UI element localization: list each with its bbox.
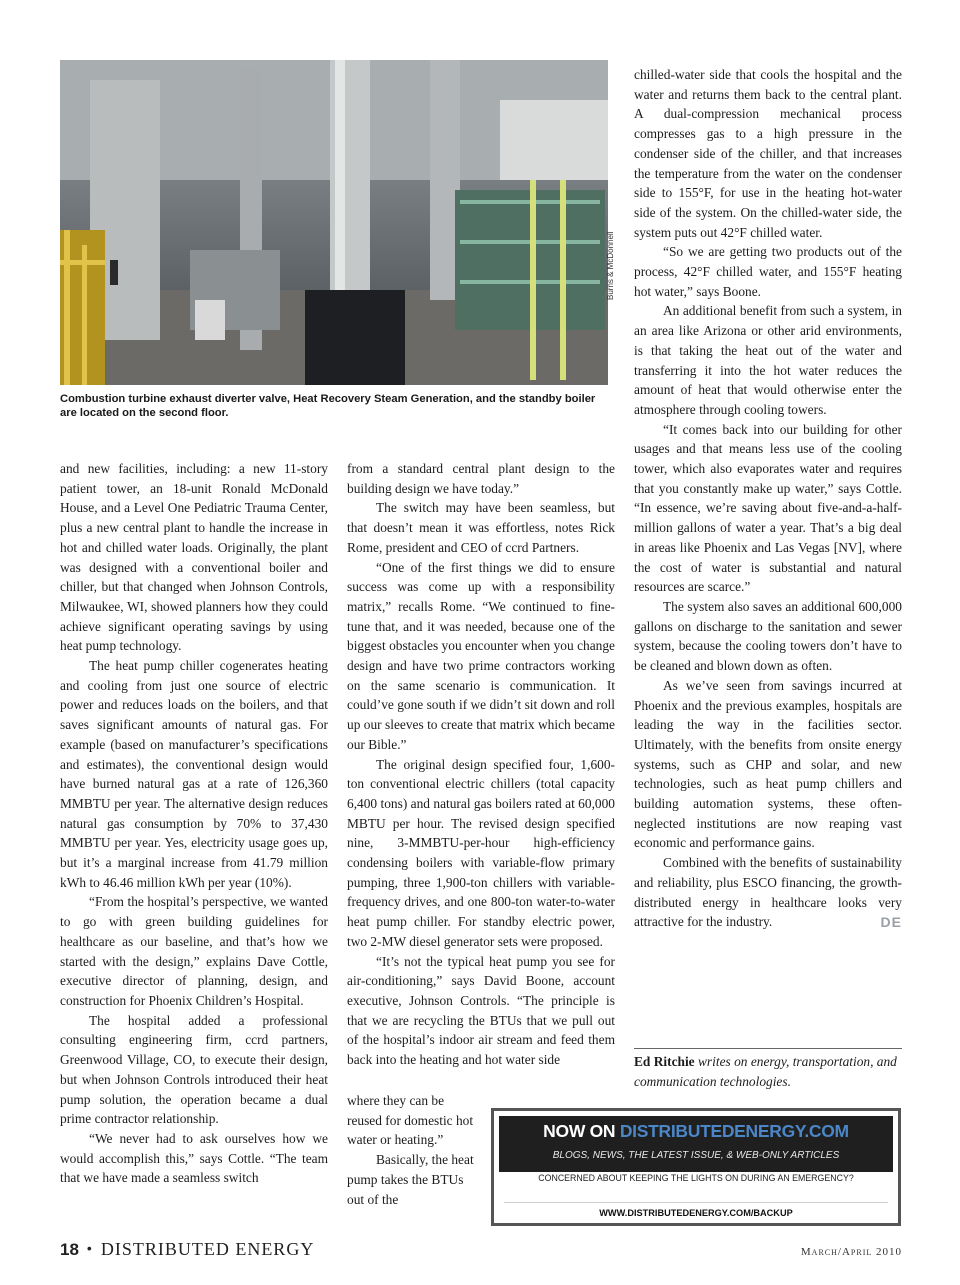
article-column-1 — [60, 459, 328, 1188]
paragraph: As we’ve seen from savings incurred at Phoenix and the previous examples, hospitals are leading the way in the facilities sector. Ultimately, with the benefits from onsite energy systems, such as CHP and solar, and new technologies, such as heat pump chillers and building automation systems, these often-neglected institutions are now reaping vast economic and performance gains. — [634, 677, 902, 851]
promo-subtitle: BLOGS, NEWS, THE LATEST ISSUE, & WEB-ONLY ARTICLES — [552, 1150, 840, 1161]
web-promo-box[interactable] — [491, 1108, 901, 1226]
end-mark: DE — [880, 914, 902, 931]
promo-url-link[interactable]: WWW.DISTRIBUTEDENERGY.COM/BACKUP — [599, 1208, 793, 1218]
article-column-3 — [634, 65, 902, 933]
plant-photo-illustration — [60, 60, 608, 385]
paragraph: chilled-water side that cools the hospital and the water and returns them back to the central plant. A dual-compression mechanical process compresses gas to a high pressure in the condenser side of the chiller, and that increases the temperature from the water on the condenser side to 155°F, for use in the heating hot-water side of the system. On the chilled-water side, the system puts out 42°F chilled water. — [634, 67, 902, 240]
paragraph: from a standard central plant design to the building design we have today.” — [347, 461, 615, 496]
paragraph: The switch may have been seamless, but that doesn’t mean it was effortless, notes Rick Rome, president and CEO of ccrd Partners. — [347, 500, 615, 555]
footer-bullet: • — [86, 1240, 93, 1256]
paragraph: “It comes back into our building for other usages and that means less use of the cooling tower, which also evaporates water and requires that you constantly make up water,” says Cottle. “In essence, we’re saving about five-and-a-half-million gallons of water a year. That’s a big deal in areas like Phoenix and Las Vegas [NV], where the cost of water is substantial and natural resources are scarce.” — [634, 421, 902, 595]
paragraph: “It’s not the typical heat pump you see for air-conditioning,” says David Boone, account executive, Johnson Controls. “The principle is that we are recycling the BTUs that we pull out of the hospital’s indoor air stream and feed them back into the heating and hot water side — [347, 953, 615, 1068]
paragraph: The original design specified four, 1,600-ton conventional electric chillers (total capacity 6,400 tons) and natural gas boilers rated at 60,000 MBTU per hour. The revised design specified nine, 3-MMBTU-per-hour high-efficiency condensing boilers with variable-flow primary pumping, three 1,900-ton chillers with variable-frequency drives, and one 800-ton water-to-water heat pump chiller. For standby electric power, two 2-MW diesel generator sets were proposed. — [347, 756, 615, 949]
article-column-2-continued — [347, 1091, 480, 1209]
paragraph: “From the hospital’s perspective, we wanted to go with green building guidelines for healthcare as our baseline, and that’s how we started with the design,” explains Dave Cottle, executive director of planning, design, and construction for Phoenix Children’s Hospital. — [60, 894, 328, 1008]
paragraph: “We never had to ask ourselves how we would accomplish this,” says Cottle. “The team that we have made a seamless switch — [60, 1130, 328, 1186]
article-column-2 — [347, 459, 615, 1070]
promo-question: CONCERNED ABOUT KEEPING THE LIGHTS ON DURING AN EMERGENCY? — [538, 1173, 854, 1183]
author-bio — [634, 1052, 904, 1091]
paragraph — [634, 853, 902, 932]
promo-header — [499, 1116, 893, 1172]
promo-site-name[interactable]: DISTRIBUTEDENERGY.COM — [619, 1121, 849, 1141]
paragraph: “So we are getting two products out of the process, 42°F chilled water, and 155°F heating hot water,” says Boone. — [634, 244, 902, 299]
photo-credit: Burns & McDonnell — [606, 231, 615, 300]
promo-title-prefix: NOW ON — [543, 1121, 620, 1141]
issue-date: March/April 2010 — [800, 1246, 902, 1258]
author-bio-text: writes on energy, transportation, and communication technologies. — [634, 1054, 897, 1089]
plant-photo — [60, 60, 608, 385]
paragraph: The hospital added a professional consulting engineering firm, ccrd partners, Greenwood Village, CO, to execute their design, but when Johnson Controls introduced their heat pump solution, the operation became a dual prime contractor relationship. — [60, 1012, 328, 1127]
photo-caption: Combustion turbine exhaust diverter valve, Heat Recovery Steam Generation, and the standby boiler are located on the second floor. — [60, 393, 596, 419]
paragraph: Basically, the heat pump takes the BTUs out of the — [347, 1152, 474, 1207]
paragraph-text: Combined with the benefits of sustainability and reliability, plus ESCO financing, the growth-distributed energy in healthcare looks very attractive for the industry. — [634, 855, 902, 930]
paragraph: The heat pump chiller cogenerates heating and cooling from just one source of electric power and reduces loads on the boilers, and that saves significant amounts of natural gas. For example (based on manufacturer’s specifications and estimates), the conventional design would have burned natural gas at a rate of 126,360 MMBTU per year. The alternative design reduces natural gas consumption by 70% to 37,430 MMBTU per year. Yes, electricity usage goes up, but it’s a marginal increase from 41.79 million kWh to 46.46 million kWh per year (10%). — [60, 658, 328, 890]
paragraph: and new facilities, including: a new 11-story patient tower, an 18-unit Ronald McDonald House, and a Level One Pediatric Trauma Center, plus a new central plant to handle the increase in hot and chilled water loads. Originally, the plant was designed with a conventional boiler and chiller, but that changed when Johnson Controls, Milwaukee, WI, showed planners how they could achieve significant operating savings by using heat pump technology. — [60, 461, 328, 654]
bio-divider — [634, 1048, 902, 1049]
promo-divider — [504, 1202, 888, 1203]
magazine-name: DISTRIBUTED ENERGY — [100, 1239, 315, 1259]
promo-title — [499, 1121, 893, 1142]
footer-folio — [60, 1239, 314, 1260]
paragraph: “One of the first things we did to ensure success was come up with a responsibility matrix,” recalls Rome. “We continued to fine-tune that, and it was needed, because one of the biggest obstacles you encounter when you change design and have two prime contractors working on the same scenario is communication. It could’ve gone south if we didn’t sit down and roll up our sleeves to create that matrix which became our Bible.” — [347, 559, 615, 752]
paragraph: where they can be reused for domestic hot water or heating.” — [347, 1093, 474, 1148]
author-name: Ed Ritchie — [634, 1054, 695, 1069]
paragraph: An additional benefit from such a system, in an area like Arizona or other arid environments, is that taking the heat out of the water and transferring it into the hot water reduces the amount of heat that would otherwise enter the atmosphere through cooling towers. — [634, 303, 902, 417]
paragraph: The system also saves an additional 600,000 gallons on discharge to the sanitation and sewer system, because the cooling towers don’t have to be cleaned and blown down as often. — [634, 598, 902, 674]
page-number: 18 — [60, 1240, 79, 1259]
